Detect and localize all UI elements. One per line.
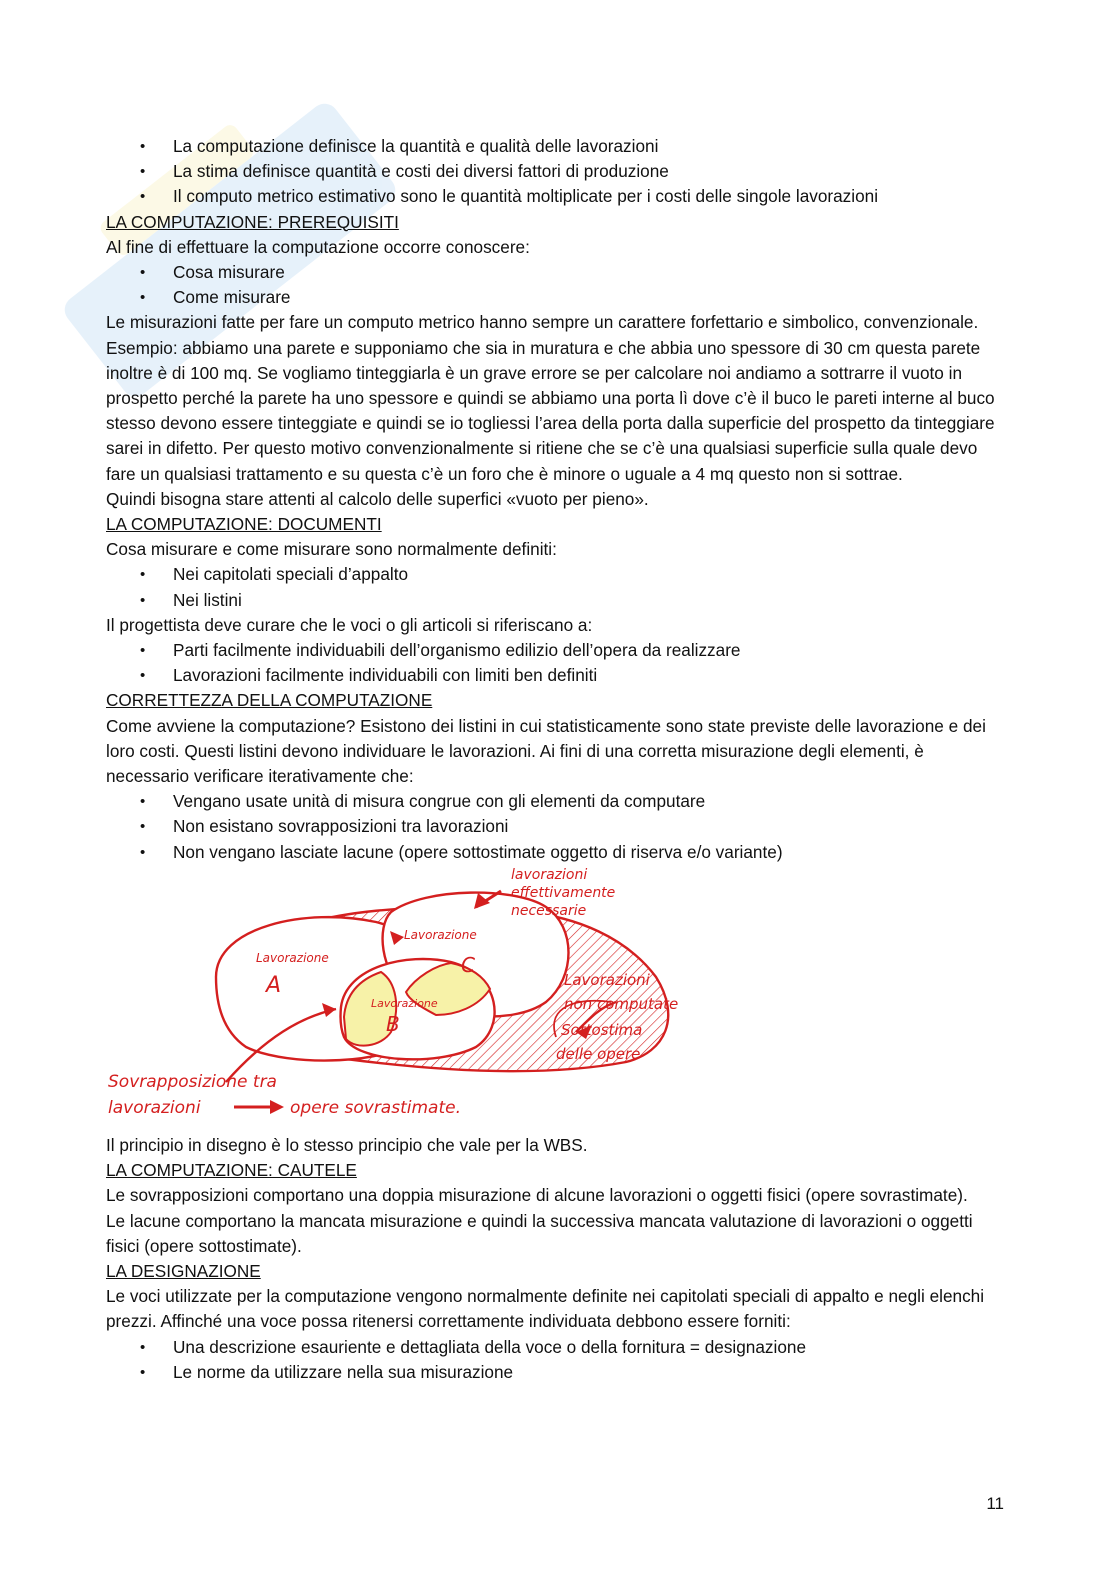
paragraph: Cosa misurare e come misurare sono normalmente definiti: [106, 539, 557, 560]
label-overlap-1: Sovrapposizione tra [108, 1071, 277, 1092]
section-heading-documenti: LA COMPUTAZIONE: DOCUMENTI [106, 514, 382, 535]
label-b-2: B [386, 1011, 400, 1036]
list-item: • Nei listini [106, 588, 1006, 613]
label-not-3: Sottostima [561, 1020, 643, 1039]
label-necessary-1: lavorazioni [511, 866, 588, 883]
list-item: • Nei capitolati speciali d’appalto [106, 562, 1006, 587]
list-item: • Vengano usate unità di misura congrue con gli elementi da computare [106, 789, 1006, 814]
paragraph: Le voci utilizzate per la computazione vengono normalmente definite nei capitolati speciali di appalto e negli elenchi prezzi. Affinché una voce possa ritenersi correttamente individuata debbono essere forniti: [106, 1286, 985, 1332]
label-overlap-2: lavorazioni [108, 1097, 201, 1118]
page-content [106, 134, 1006, 1385]
label-overlap-3: opere sovrastimate. [290, 1097, 461, 1118]
list-item: • Come misurare [106, 285, 1006, 310]
bullet-list [106, 789, 1006, 865]
list-item: • Il computo metrico estimativo sono le quantità moltiplicate per i costi delle singole lavorazioni [106, 184, 1006, 209]
label-c-2: C [461, 952, 475, 977]
bullet-list [106, 1335, 1006, 1385]
label-necessary-2: effettivamente [511, 884, 616, 901]
bullet-list [106, 260, 1006, 310]
label-not-4: delle opere [556, 1044, 641, 1063]
list-item: • Una descrizione esauriente e dettagliata della voce o della fornitura = designazione [106, 1335, 1006, 1360]
bullet-list [106, 562, 1006, 612]
top-bullet-list [106, 134, 1006, 210]
label-b-1: Lavorazione [371, 996, 438, 1010]
label-a-1: Lavorazione [256, 950, 329, 965]
paragraph: Al fine di effettuare la computazione occorre conoscere: [106, 236, 530, 257]
label-a-2: A [266, 972, 282, 998]
paragraph: Come avviene la computazione? Esistono dei listini in cui statisticamente sono state previste delle lavorazione e dei loro costi. Questi listini devono individuare le lavorazioni. Ai fini di una corretta misurazione degli elementi, è necessario verificare iterativamente che: [106, 715, 986, 787]
section-heading-correttezza: CORRETTEZZA DELLA COMPUTAZIONE [106, 690, 433, 711]
list-item: • Lavorazioni facilmente individuabili con limiti ben definiti [106, 663, 1006, 688]
list-item: • Parti facilmente individuabili dell’organismo edilizio dell’opera da realizzare [106, 638, 1006, 663]
label-necessary-3: necessarie [511, 902, 587, 919]
bullet-list [106, 638, 1006, 688]
arrow-head-icon [270, 1100, 284, 1114]
paragraph: Quindi bisogna stare attenti al calcolo delle superfici «vuoto per pieno». [106, 488, 649, 509]
list-item: • Le norme da utilizzare nella sua misurazione [106, 1360, 1006, 1385]
venn-sketch-figure [106, 867, 1006, 1125]
section-heading-prerequisiti: LA COMPUTAZIONE: PREREQUISITI [106, 211, 399, 232]
list-item: • Cosa misurare [106, 260, 1006, 285]
paragraph: Il progettista deve curare che le voci o gli articoli si riferiscano a: [106, 614, 593, 635]
paragraph: Le lacune comportano la mancata misurazione e quindi la successiva mancata valutazione di lavorazioni o oggetti fisici (opere sottostimate). [106, 1210, 973, 1256]
section-heading-cautele: LA COMPUTAZIONE: CAUTELE [106, 1160, 357, 1181]
list-item: • La stima definisce quantità e costi dei diversi fattori di produzione [106, 159, 1006, 184]
list-item: • Non vengano lasciate lacune (opere sottostimate oggetto di riserva e/o variante) [106, 840, 1006, 865]
page-number: 11 [986, 1494, 1004, 1513]
list-item: • La computazione definisce la quantità e qualità delle lavorazioni [106, 134, 1006, 159]
paragraph: Le misurazioni fatte per fare un computo metrico hanno sempre un carattere forfettario e simbolico, convenzionale. Esempio: abbiamo una parete e supponiamo che sia in muratura e che abbia uno spessore di 30 cm questa parete inoltre è di 100 mq. Se vogliamo tinteggiarla è un grave errore se per calcolare noi andiamo a sottrarre il vuoto in prospetto perché la parete ha uno spessore e quindi se abbiamo una porta lì dove c’è il buco le pareti interne al buco stesso devono essere tinteggiate e quindi se io togliessi l’area della porta dalla superficie del prospetto da tinteggiare sarei in difetto. Per questo motivo convenzionalmente si ritiene che se c’è una qualsiasi superficie sulla quale devo fare un qualsiasi trattamento e su questa c’è un foro che è minore o uguale a 4 mq questo non si sottrae. [106, 312, 995, 484]
list-item: • Non esistano sovrapposizioni tra lavorazioni [106, 814, 1006, 839]
label-not-2: non computate [564, 994, 679, 1013]
paragraph: Le sovrapposizioni comportano una doppia misurazione di alcune lavorazioni o oggetti fisici (opere sovrastimate). [106, 1185, 968, 1206]
paragraph: Il principio in disegno è lo stesso principio che vale per la WBS. [106, 1134, 588, 1155]
label-not-1: Lavorazioni [564, 970, 650, 989]
label-c-1: Lavorazione [404, 927, 477, 942]
section-heading-designazione: LA DESIGNAZIONE [106, 1260, 261, 1281]
